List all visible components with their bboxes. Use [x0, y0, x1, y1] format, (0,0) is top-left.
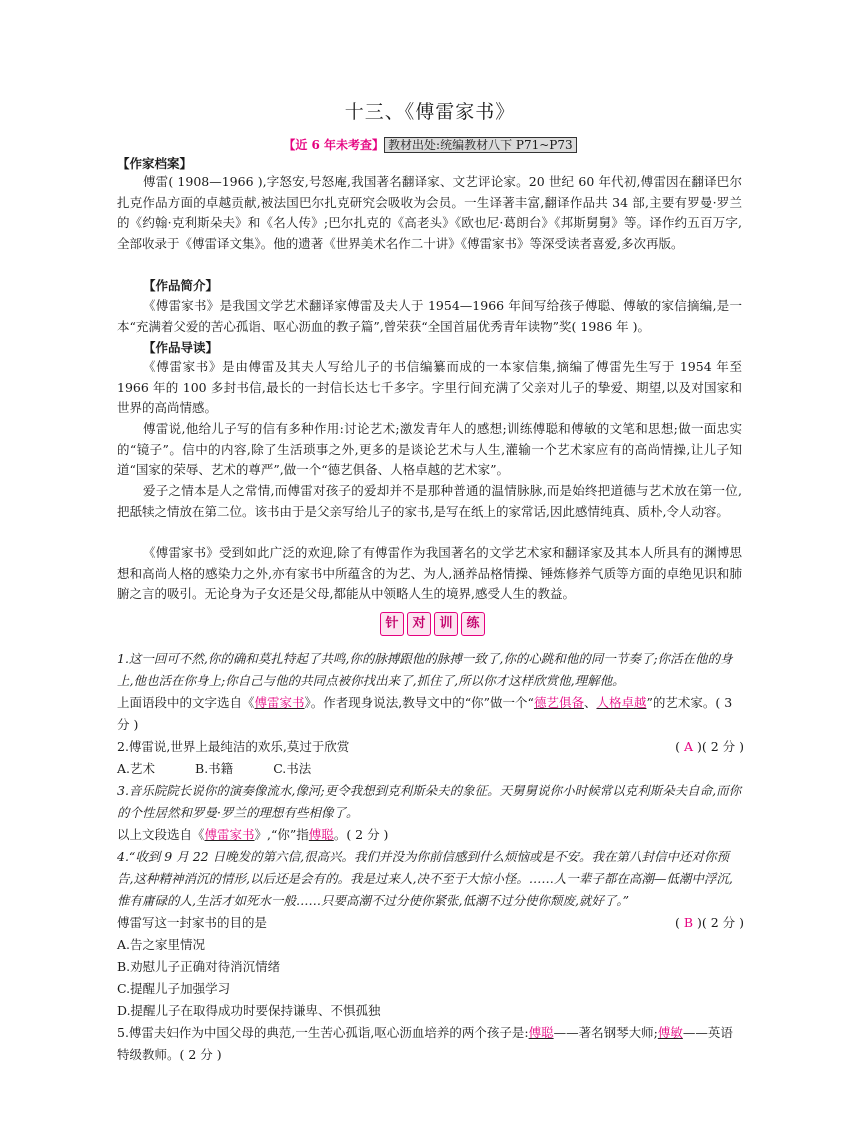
- q4-option: C.提醒儿子加强学习: [117, 981, 231, 996]
- q3-mid: 》,“你”指: [254, 827, 309, 842]
- q2-option: C.书法: [273, 761, 312, 776]
- q1-answer-3: 人格卓越: [596, 695, 647, 710]
- q4-option: A.告之家里情况: [117, 937, 206, 952]
- q4-score: )( 2 分 ): [696, 915, 744, 930]
- q4-stem: 傅雷写这一封家书的目的是: [117, 915, 268, 930]
- q4-option: D.提醒儿子在取得成功时要保持谦卑、不惧孤独: [117, 1003, 381, 1018]
- q5-pre: 5.傅雷夫妇作为中国父母的典范,一生苦心孤诣,呕心沥血培养的两个孩子是:: [117, 1025, 529, 1040]
- section-guide: 【作品导读】: [143, 340, 219, 355]
- q5-mid: ——著名钢琴大师;: [553, 1025, 658, 1040]
- q5-answer-1: 傅聪: [528, 1025, 554, 1040]
- banner-char: 训: [434, 612, 458, 636]
- q3-post: 。( 2 分 ): [333, 827, 389, 842]
- banner-char: 练: [461, 612, 485, 636]
- exam-tag: 【近 6 年未考查】: [283, 138, 385, 152]
- banner-char: 对: [407, 612, 431, 636]
- q4-stem-line: [117, 912, 744, 934]
- section-intro: 【作品简介】: [143, 278, 219, 293]
- q4-answer-box: ( B )( 2 分 ): [674, 915, 744, 930]
- author-text: 傅雷( 1908—1966 ),字怒安,号怒庵,我国著名翻译家、文艺评论家。20 世纪 60 年代初,傅雷因在翻译巴尔扎克作品方面的卓越贡献,被法国巴尔扎克研究会吸收为会员。一生译著丰富,翻译作品共 34 部,主要有罗曼·罗兰的《约翰·克利斯朵夫》和《名人传》;巴尔扎克的《高老头》《欧也尼·葛朗台》《邦斯舅舅》等。译作约五百万字,全部收录于《傅雷译文集》。他的遗著《世界美术名作二十讲》《傅雷家书》等深受读者喜爱,多次再版。: [117, 174, 742, 251]
- q3-answer-2: 傅聪: [308, 827, 334, 842]
- q1-sep: 、: [583, 695, 597, 710]
- q5-line: [117, 1022, 744, 1066]
- q1-answer-1: 傅雷家书: [254, 695, 305, 710]
- q4-option: B.劝慰儿子正确对待消沉情绪: [117, 959, 281, 974]
- q2-options: [117, 758, 744, 780]
- q2-answer-box: ( A )( 2 分 ): [675, 739, 744, 754]
- q5-answer-2: 傅敏: [657, 1025, 683, 1040]
- training-banner: [380, 612, 485, 636]
- q1-quote: 1.这一回可不然,你的确和莫扎特起了共鸣,你的脉搏跟他的脉搏一致了,你的心跳和他的同一节奏了;你活在他的身上,他也活在你身上;你自己与他的共同点被你找出来了,抓住了,所以你才这样欣赏他,理解他。: [117, 651, 733, 688]
- q4-answer: B: [683, 915, 693, 930]
- page-title: 十三、《傅雷家书》: [344, 101, 516, 123]
- q2-stem-line: [117, 736, 744, 758]
- guide-paragraph: 《傅雷家书》受到如此广泛的欢迎,除了有傅雷作为我国著名的文学艺术家和翻译家及其本人所具有的渊博思想和高尚人格的感染力之外,亦有家书中所蕴含的为艺、为人,涵养品格情操、锤炼修养气质等方面的卓绝见识和肺腑之言的吸引。无论身为子女还是父母,都能从中领略人生的境界,感受人生的教益。: [117, 545, 742, 602]
- q3-answer-line: [117, 824, 744, 846]
- q5-post: ——英语特级教师。( 2 分 ): [117, 1025, 733, 1062]
- tagline: [0, 136, 860, 153]
- q1-answer-2: 德艺俱备: [533, 695, 584, 710]
- q3-pre: 以上文段选自《: [117, 827, 205, 842]
- q1-answer-line: [117, 692, 744, 736]
- q2-option: A.艺术: [117, 761, 156, 776]
- q1-post: ”的艺术家。( 3 分 ): [117, 695, 733, 732]
- q1-mid: 》。作者现身说法,教导文中的“你”做一个“: [304, 695, 534, 710]
- textbook-source: 教材出处:统编教材八下 P71~P73: [384, 137, 577, 153]
- section-author: 【作家档案】: [117, 156, 193, 171]
- q1-pre: 上面语段中的文字选自《: [117, 695, 255, 710]
- guide-paragraph: 爱子之情本是人之常情,而傅雷对孩子的爱却并不是那种普通的温情脉脉,而是始终把道德与艺术放在第一位,把舐犊之情放在第二位。该书由于是父亲写给儿子的家书,是写在纸上的家常话,因此感情纯真、质朴,令人动容。: [117, 483, 742, 519]
- q2-answer: A: [683, 739, 693, 754]
- guide-paragraph: 《傅雷家书》是由傅雷及其夫人写给儿子的书信编纂而成的一本家信集,摘编了傅雷先生写于 1954 年至 1966 年的 100 多封书信,最长的一封信长达七千多字。字里行间充满了父亲对儿子的挚爱、期望,以及对国家和世界的高尚情感。: [117, 359, 742, 416]
- intro-text: 《傅雷家书》是我国文学艺术翻译家傅雷及夫人于 1954—1966 年间写给孩子傅聪、傅敏的家信摘编,是一本“充满着父爱的苦心孤诣、呕心沥血的教子篇”,曾荣获“全国首届优秀青年读物”奖( 1986 年 )。: [117, 298, 742, 334]
- guide-paragraph: 傅雷说,他给儿子写的信有多种作用:讨论艺术;激发青年人的感想;训练傅聪和傅敏的文笔和思想;做一面忠实的“镜子”。信中的内容,除了生活琐事之外,更多的是谈论艺术与人生,灌输一个艺术家应有的高尚情操,让儿子知道“国家的荣辱、艺术的尊严”,做一个“德艺俱备、人格卓越的艺术家”。: [117, 421, 742, 478]
- banner-char: 针: [380, 612, 404, 636]
- q3-quote: 3.音乐院院长说你的演奏像流水,像河;更令我想到克利斯朵夫的象征。天舅舅说你小时候常以克利斯朵夫自命,而你的个性居然和罗曼·罗兰的理想有些相像了。: [117, 783, 742, 820]
- q4-quote: 4.“收到 9 月 22 日晚发的第六信,很高兴。我们并没为你前信感到什么烦恼或是不安。我在第八封信中还对你预告,这种精神消沉的情形,以后还是会有的。我是过来人,决不至于大惊小怪。……人一辈子都在高潮—低潮中浮沉,惟有庸碌的人,生活才如死水一般……只要高潮不过分使你紧张,低潮不过分使你颓废,就好了。”: [117, 849, 733, 908]
- q3-answer-1: 傅雷家书: [204, 827, 255, 842]
- q2-stem: 2.傅雷说,世界上最纯洁的欢乐,莫过于欣赏: [117, 739, 350, 754]
- q2-score: )( 2 分 ): [696, 739, 744, 754]
- q2-option: B.书籍: [195, 761, 234, 776]
